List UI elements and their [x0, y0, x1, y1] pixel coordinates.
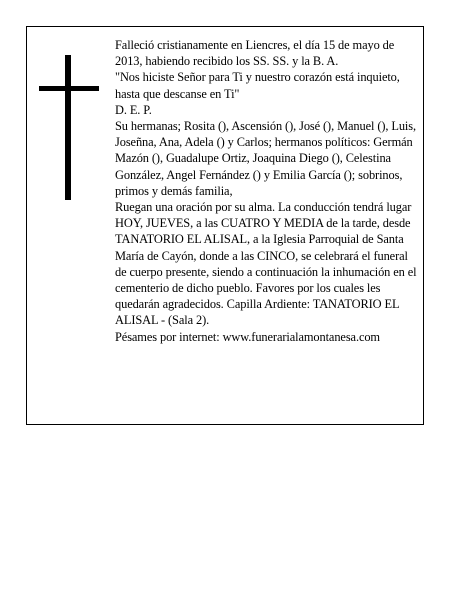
notice-text: [115, 37, 421, 345]
funeral-details: Ruegan una oración por su alma. La conducción tendrá lugar HOY, JUEVES, a las CUATRO Y MEDIA de la tarde, desde TANATORIO EL ALISAL, a la Iglesia Parroquial de Santa María de Cayón, donde a las CINCO, se celebrará el funeral de cuerpo presente, siendo a continuación la inhumación en el cementerio de dicho pueblo. Favores por los cuales les quedarán agradecidos. Capilla Ardiente: TANATORIO EL ALISAL - (Sala 2).: [115, 200, 417, 328]
quote: "Nos hiciste Señor para Ti y nuestro corazón está inquieto, hasta que descanse en Ti": [115, 70, 400, 101]
obituary-notice: [26, 26, 424, 425]
rest-in-peace: D. E. P.: [115, 102, 152, 117]
cross-vertical-bar: [65, 55, 71, 200]
cross-icon: [39, 55, 99, 200]
condolences-website: Pésames por internet: www.funerarialamontanesa.com: [115, 329, 380, 344]
death-announcement: Falleció cristianamente en Liencres, el día 15 de mayo de 2013, habiendo recibido los SS. SS. y la B. A.: [115, 38, 395, 69]
cross-horizontal-bar: [39, 86, 99, 91]
family-list: Su hermanas; Rosita (), Ascensión (), José (), Manuel (), Luis, Joseñna, Ana, Adela () y Carlos; hermanos políticos: Germán Mazón (), Guadalupe Ortiz, Joaquina Diego (), Celestina González, Angel Fernández () y Emilia García (); sobrinos, primos y demás familia,: [115, 119, 416, 198]
